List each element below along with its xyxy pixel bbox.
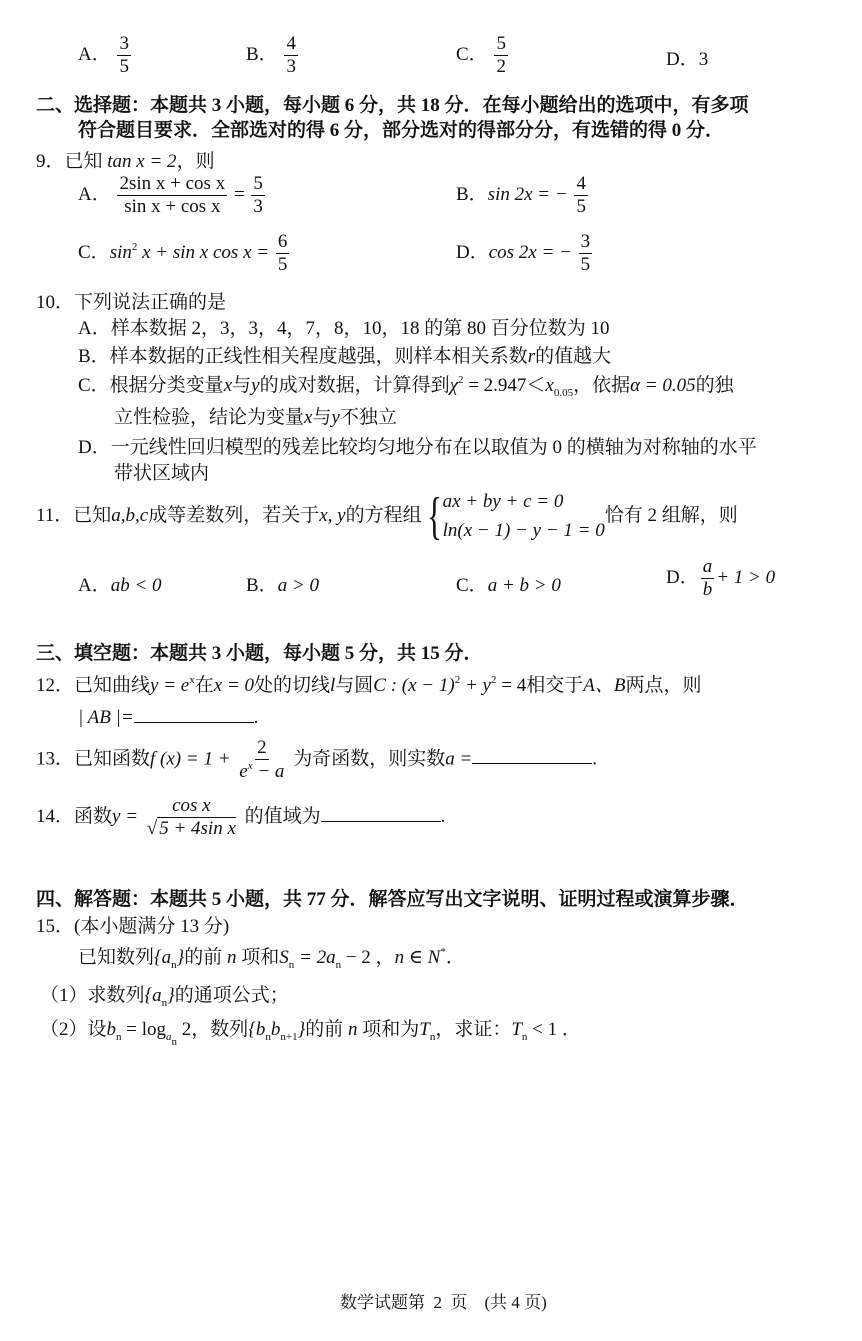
part-text: ，求证： — [435, 1019, 512, 1040]
q10-option-d-line2: 带状区域内 — [114, 463, 210, 484]
math-expr: tan x = 2 — [107, 151, 177, 172]
math-var: n — [227, 947, 237, 968]
stem-text: 成等差数列，若关于 — [148, 504, 320, 526]
denominator: 3 — [286, 55, 296, 77]
q10-option-b — [78, 341, 611, 368]
section2-instructions: 符合题目要求．全部选对的得 6 分，部分选对的得部分分，有选错的得 0 分． — [78, 120, 725, 141]
subscript: n — [161, 997, 168, 1009]
option-label: D． — [666, 49, 699, 70]
stem-text: 在 — [194, 675, 214, 696]
option-text: 的独 — [695, 375, 734, 396]
q11-option-a — [78, 570, 162, 597]
math-var: a,b,c — [111, 504, 149, 526]
part-text: 项和为 — [362, 1019, 420, 1040]
period: ． — [445, 947, 465, 968]
part-text: （2）设 — [40, 1019, 107, 1040]
math-expr: {b — [248, 1019, 266, 1040]
q15-given — [78, 942, 465, 971]
option-label: B． — [246, 43, 278, 65]
math-var: l — [330, 675, 336, 696]
numerator: 3 — [119, 33, 129, 54]
period: . — [592, 748, 598, 770]
denominator: 5 — [576, 195, 586, 217]
option-label: B． — [246, 575, 278, 596]
q10-stem: 10．下列说法正确的是 — [36, 292, 227, 313]
q11-stem — [36, 488, 738, 545]
stem-text: 的方程组 — [345, 504, 422, 526]
stem-text: 的前 — [184, 947, 223, 968]
stem-text: 的值域为 — [244, 805, 321, 827]
stem-text: 相交于 — [526, 675, 584, 696]
answer-blank[interactable] — [321, 803, 441, 822]
q9-option-b — [456, 174, 590, 217]
option-text: 的值越大 — [535, 346, 612, 367]
denominator: b — [702, 578, 713, 600]
stem-text: 与圆 — [335, 675, 374, 696]
numerator: 3 — [580, 231, 591, 252]
option-value: 3 — [698, 49, 709, 70]
math-expr: ab < 0 — [110, 575, 162, 596]
math-expr: < 1 ． — [527, 1019, 581, 1040]
option-text: 立性检验，结论为变量 — [114, 407, 305, 428]
left-brace: { — [426, 487, 442, 545]
math-var: r — [527, 346, 536, 367]
math-var: x, y — [319, 504, 346, 526]
math-var: A、B — [583, 675, 626, 696]
math-expr: C : (x − 1) — [373, 675, 455, 696]
fraction — [579, 232, 593, 275]
subscript: n — [171, 959, 177, 971]
fraction — [117, 174, 227, 217]
numerator: 5 — [496, 33, 506, 54]
sqrt-radicand: 5 + 4sin x — [159, 817, 236, 839]
math-var: x — [223, 375, 233, 396]
math-expr: = 2.947＜ — [463, 375, 546, 396]
math-expr: + y — [460, 675, 491, 696]
page-footer: 数学试题第 2 页 (共 4 页) — [340, 1293, 547, 1312]
math-expr: n ∈ N — [394, 947, 441, 968]
q11-option-c — [456, 570, 561, 597]
numerator: 4 — [286, 33, 296, 54]
math-expr: x + sin x cos x = — [137, 241, 270, 263]
q11-option-d — [666, 557, 775, 600]
denominator: sin x + cos x — [124, 195, 221, 217]
equation: ln(x − 1) − y − 1 = 0 — [442, 519, 605, 541]
den-rest: − a — [252, 760, 285, 782]
option-label: A． — [78, 575, 111, 596]
option-text: 不独立 — [339, 407, 397, 428]
option-text: B．样本数据的正线性相关程度越强，则样本相关系数 — [78, 346, 528, 367]
period: . — [440, 805, 446, 827]
math-expr: x = 0 — [213, 675, 254, 696]
option-label: C． — [456, 575, 488, 596]
option-label: B． — [456, 183, 488, 205]
math-expr: 2 — [177, 1019, 192, 1040]
superscript: 2 — [457, 374, 464, 386]
math-expr: a > 0 — [277, 575, 320, 596]
math-var: y — [331, 407, 340, 428]
math-var: b — [106, 1019, 117, 1040]
equation: ax + by + c = 0 — [442, 491, 564, 512]
q12-stem — [36, 670, 701, 697]
subscript: a — [166, 1031, 172, 1043]
math-expr: y = e — [150, 675, 190, 696]
option-label: A． — [78, 183, 111, 205]
numerator: 6 — [277, 231, 288, 252]
subscript: n — [521, 1031, 528, 1043]
subscript: n — [335, 959, 342, 971]
part-text: ，数列 — [191, 1019, 249, 1040]
fraction — [276, 232, 290, 275]
fraction — [237, 738, 286, 782]
q10-option-d: D．一元线性回归模型的残差比较均匀地分布在以取值为 0 的横轴为对称轴的水平 — [78, 437, 757, 458]
equals: = — [233, 183, 245, 205]
stem-text: 13．已知函数 — [36, 748, 151, 770]
stem-text: ，则 — [176, 151, 215, 172]
math-var: n — [347, 1019, 358, 1040]
denominator: 2 — [496, 55, 506, 77]
numerator: 5 — [253, 173, 263, 194]
section2-title: 二、选择题：本题共 3 小题，每小题 6 分，共 18 分．在每小题给出的选项中，有多项 — [36, 95, 749, 116]
stem-text: 两点，则 — [625, 675, 702, 696]
part-text: 的前 — [305, 1019, 344, 1040]
math-expr: a = — [445, 748, 473, 770]
denominator — [237, 760, 286, 782]
q9-option-c — [78, 232, 291, 275]
math-var: T — [419, 1019, 430, 1040]
stem-text: 已知数列 — [78, 947, 155, 968]
math-expr: α = 0.05 — [630, 375, 696, 396]
denominator: 5 — [580, 253, 591, 275]
q10-option-a: A．样本数据 2，3，3，4，7，8，10，18 的第 80 百分位数为 10 — [78, 318, 610, 339]
equation-system — [443, 488, 605, 545]
math-var: χ — [449, 375, 458, 396]
superscript: * — [440, 946, 446, 958]
numerator: 4 — [576, 173, 586, 194]
fraction — [701, 557, 715, 600]
numerator: 2sin x + cos x — [119, 173, 226, 194]
math-var: b — [270, 1019, 281, 1040]
math-expr: − 2 ， — [341, 947, 395, 968]
option-text: 的成对数据，计算得到 — [259, 375, 450, 396]
q9-stem — [36, 146, 215, 173]
superscript: 2 — [490, 674, 497, 686]
answer-blank[interactable] — [134, 704, 254, 723]
fraction — [251, 174, 265, 217]
superscript: 2 — [131, 240, 138, 253]
option-text: C．根据分类变量 — [78, 375, 224, 396]
q8-option-b — [246, 34, 300, 77]
numerator: a — [702, 556, 713, 577]
answer-blank[interactable] — [472, 745, 592, 764]
option-text: 与 — [232, 375, 252, 396]
math-expr: | AB |= — [78, 707, 134, 728]
math-var: S — [279, 947, 289, 968]
stem-text: 为奇函数，则实数 — [293, 748, 446, 770]
subscript: n — [265, 1031, 271, 1043]
math-expr: = log — [121, 1019, 167, 1040]
q12-line2 — [78, 704, 258, 729]
q8-option-c — [456, 34, 510, 77]
option-label: C． — [456, 43, 488, 65]
option-label: D． — [666, 566, 699, 588]
math-expr: y = — [112, 805, 139, 827]
q14-stem — [36, 796, 445, 839]
math-expr: f (x) = 1 + — [150, 748, 231, 770]
superscript: x — [247, 759, 253, 772]
q10-option-c — [78, 370, 734, 399]
den-base: e — [239, 760, 248, 782]
stem-text: 项和 — [241, 947, 280, 968]
q11-option-b — [246, 570, 319, 597]
denominator: 5 — [119, 55, 129, 77]
fraction — [574, 174, 588, 217]
option-label: D． — [456, 241, 489, 263]
subscript: n — [429, 1031, 436, 1043]
q9-option-a — [78, 174, 267, 217]
math-var: x — [545, 375, 554, 396]
part-text: 的通项公式； — [174, 985, 289, 1006]
subscript: n+1 — [280, 1031, 298, 1043]
math-expr: cos 2x = − — [488, 241, 572, 263]
math-var: y — [251, 375, 260, 396]
subscript: n — [171, 1036, 178, 1048]
math-expr: } — [176, 947, 185, 968]
math-expr: a + b > 0 — [487, 575, 561, 596]
fraction — [117, 34, 131, 77]
math-expr: sin — [109, 241, 132, 263]
math-expr: + 1 > 0 — [716, 566, 776, 588]
fraction — [494, 34, 508, 77]
math-expr: = 4 — [496, 675, 527, 696]
stem-text: 处的切线 — [253, 675, 330, 696]
stem-text: 12．已知曲线 — [36, 675, 151, 696]
numerator: cos x — [172, 795, 211, 816]
math-expr: = 2a — [294, 947, 336, 968]
math-expr: {a — [154, 947, 172, 968]
denominator: 3 — [253, 195, 263, 217]
option-label: C． — [78, 241, 110, 263]
superscript: x — [189, 674, 195, 686]
math-var: T — [511, 1019, 522, 1040]
denominator: 5 — [277, 253, 288, 275]
q8-option-a — [78, 34, 133, 77]
q8-option-d — [666, 44, 708, 71]
fraction — [145, 796, 238, 839]
q15-part1 — [40, 980, 289, 1009]
math-expr: {a — [144, 985, 162, 1006]
q9-option-d — [456, 232, 594, 275]
q15-part2 — [40, 1014, 581, 1048]
subscript: n — [288, 959, 295, 971]
part-text: （1）求数列 — [40, 985, 145, 1006]
stem-text: 恰有 2 组解，则 — [604, 504, 738, 526]
superscript: 2 — [454, 674, 461, 686]
option-text: ，依据 — [573, 375, 631, 396]
section4-title: 四、解答题：本题共 5 小题，共 77 分．解答应写出文字说明、证明过程或演算步骤． — [36, 889, 749, 910]
denominator: √ 5 + 4sin x — [146, 817, 236, 839]
stem-text: 14．函数 — [36, 805, 113, 827]
option-text: 与 — [312, 407, 332, 428]
math-expr: } — [167, 985, 175, 1006]
stem-text: 9．已知 — [36, 151, 108, 172]
q10-option-c-line2 — [114, 402, 397, 429]
subscript: n — [116, 1031, 122, 1043]
option-label: A． — [78, 43, 111, 65]
math-expr: } — [297, 1019, 306, 1040]
q15-header: 15．(本小题满分 13 分) — [36, 916, 230, 937]
q13-stem — [36, 738, 597, 782]
math-expr: sin 2x = − — [487, 183, 568, 205]
section3-title: 三、填空题：本题共 3 小题，每小题 5 分，共 15 分． — [36, 643, 483, 664]
period: . — [253, 707, 259, 728]
fraction — [284, 34, 298, 77]
math-var: x — [304, 407, 313, 428]
numerator: 2 — [257, 737, 267, 758]
stem-text: 11．已知 — [36, 504, 112, 526]
subscript: 0.05 — [553, 387, 574, 399]
